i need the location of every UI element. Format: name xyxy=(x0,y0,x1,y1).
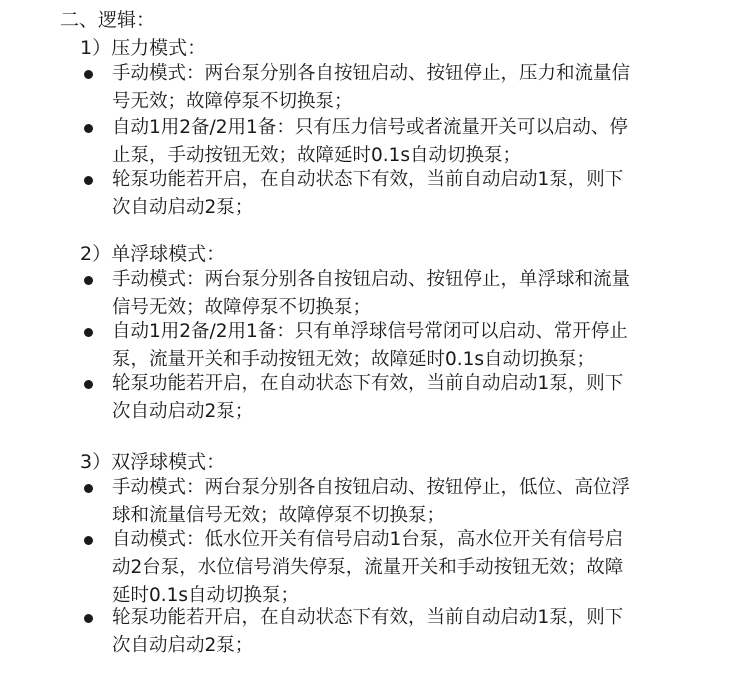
list-item-line: 自动1用2备/2用1备：只有单浮球信号常闭可以启动、常开停止 xyxy=(112,321,628,342)
list-item xyxy=(112,604,702,660)
list-item-line: 延时0.1s自动切换泵； xyxy=(112,585,300,606)
list-item-line: 自动1用2备/2用1备：只有压力信号或者流量开关可以启动、停 xyxy=(112,117,628,138)
section-title-pressure-mode: 1）压力模式： xyxy=(80,37,207,59)
heading-logic: 二、逻辑： xyxy=(60,9,156,31)
list-item-line: 信号无效；故障停泵不切换泵； xyxy=(112,297,372,318)
list-item-line: 动2台泵，水位信号消失停泵，流量开关和手动按钮无效；故障 xyxy=(112,557,624,578)
list-item-line: 轮泵功能若开启，在自动状态下有效，当前自动启动1泵，则下 xyxy=(112,607,624,628)
list-item xyxy=(112,166,702,222)
list-item xyxy=(112,60,702,116)
list-item-line: 次自动启动2泵； xyxy=(112,401,254,422)
section-title-single-float-mode: 2）单浮球模式： xyxy=(80,243,226,265)
list-item-line: 轮泵功能若开启，在自动状态下有效，当前自动启动1泵，则下 xyxy=(112,373,624,394)
list-item-line: 手动模式：两台泵分别各自按钮启动、按钮停止，压力和流量信 xyxy=(112,63,631,84)
list-item-line: 泵，流量开关和手动按钮无效；故障延时0.1s自动切换泵； xyxy=(112,349,596,370)
list-item-line: 手动模式：两台泵分别各自按钮启动、按钮停止，单浮球和流量 xyxy=(112,269,631,290)
list-item xyxy=(112,526,702,610)
list-item-line: 轮泵功能若开启，在自动状态下有效，当前自动启动1泵，则下 xyxy=(112,169,624,190)
list-item-line: 号无效；故障停泵不切换泵； xyxy=(112,91,353,112)
list-item-line: 止泵，手动按钮无效；故障延时0.1s自动切换泵； xyxy=(112,145,522,166)
section-title-double-float-mode: 3）双浮球模式： xyxy=(80,451,226,473)
list-item xyxy=(112,318,702,374)
list-item-line: 自动模式：低水位开关有信号启动1台泵，高水位开关有信号启 xyxy=(112,529,624,550)
list-item xyxy=(112,474,702,530)
list-item xyxy=(112,370,702,426)
list-item-line: 次自动启动2泵； xyxy=(112,197,254,218)
list-item xyxy=(112,114,702,170)
list-item-line: 手动模式：两台泵分别各自按钮启动、按钮停止，低位、高位浮 xyxy=(112,477,631,498)
list-item-line: 次自动启动2泵； xyxy=(112,635,254,656)
list-item xyxy=(112,266,702,322)
list-item-line: 球和流量信号无效；故障停泵不切换泵； xyxy=(112,505,446,526)
